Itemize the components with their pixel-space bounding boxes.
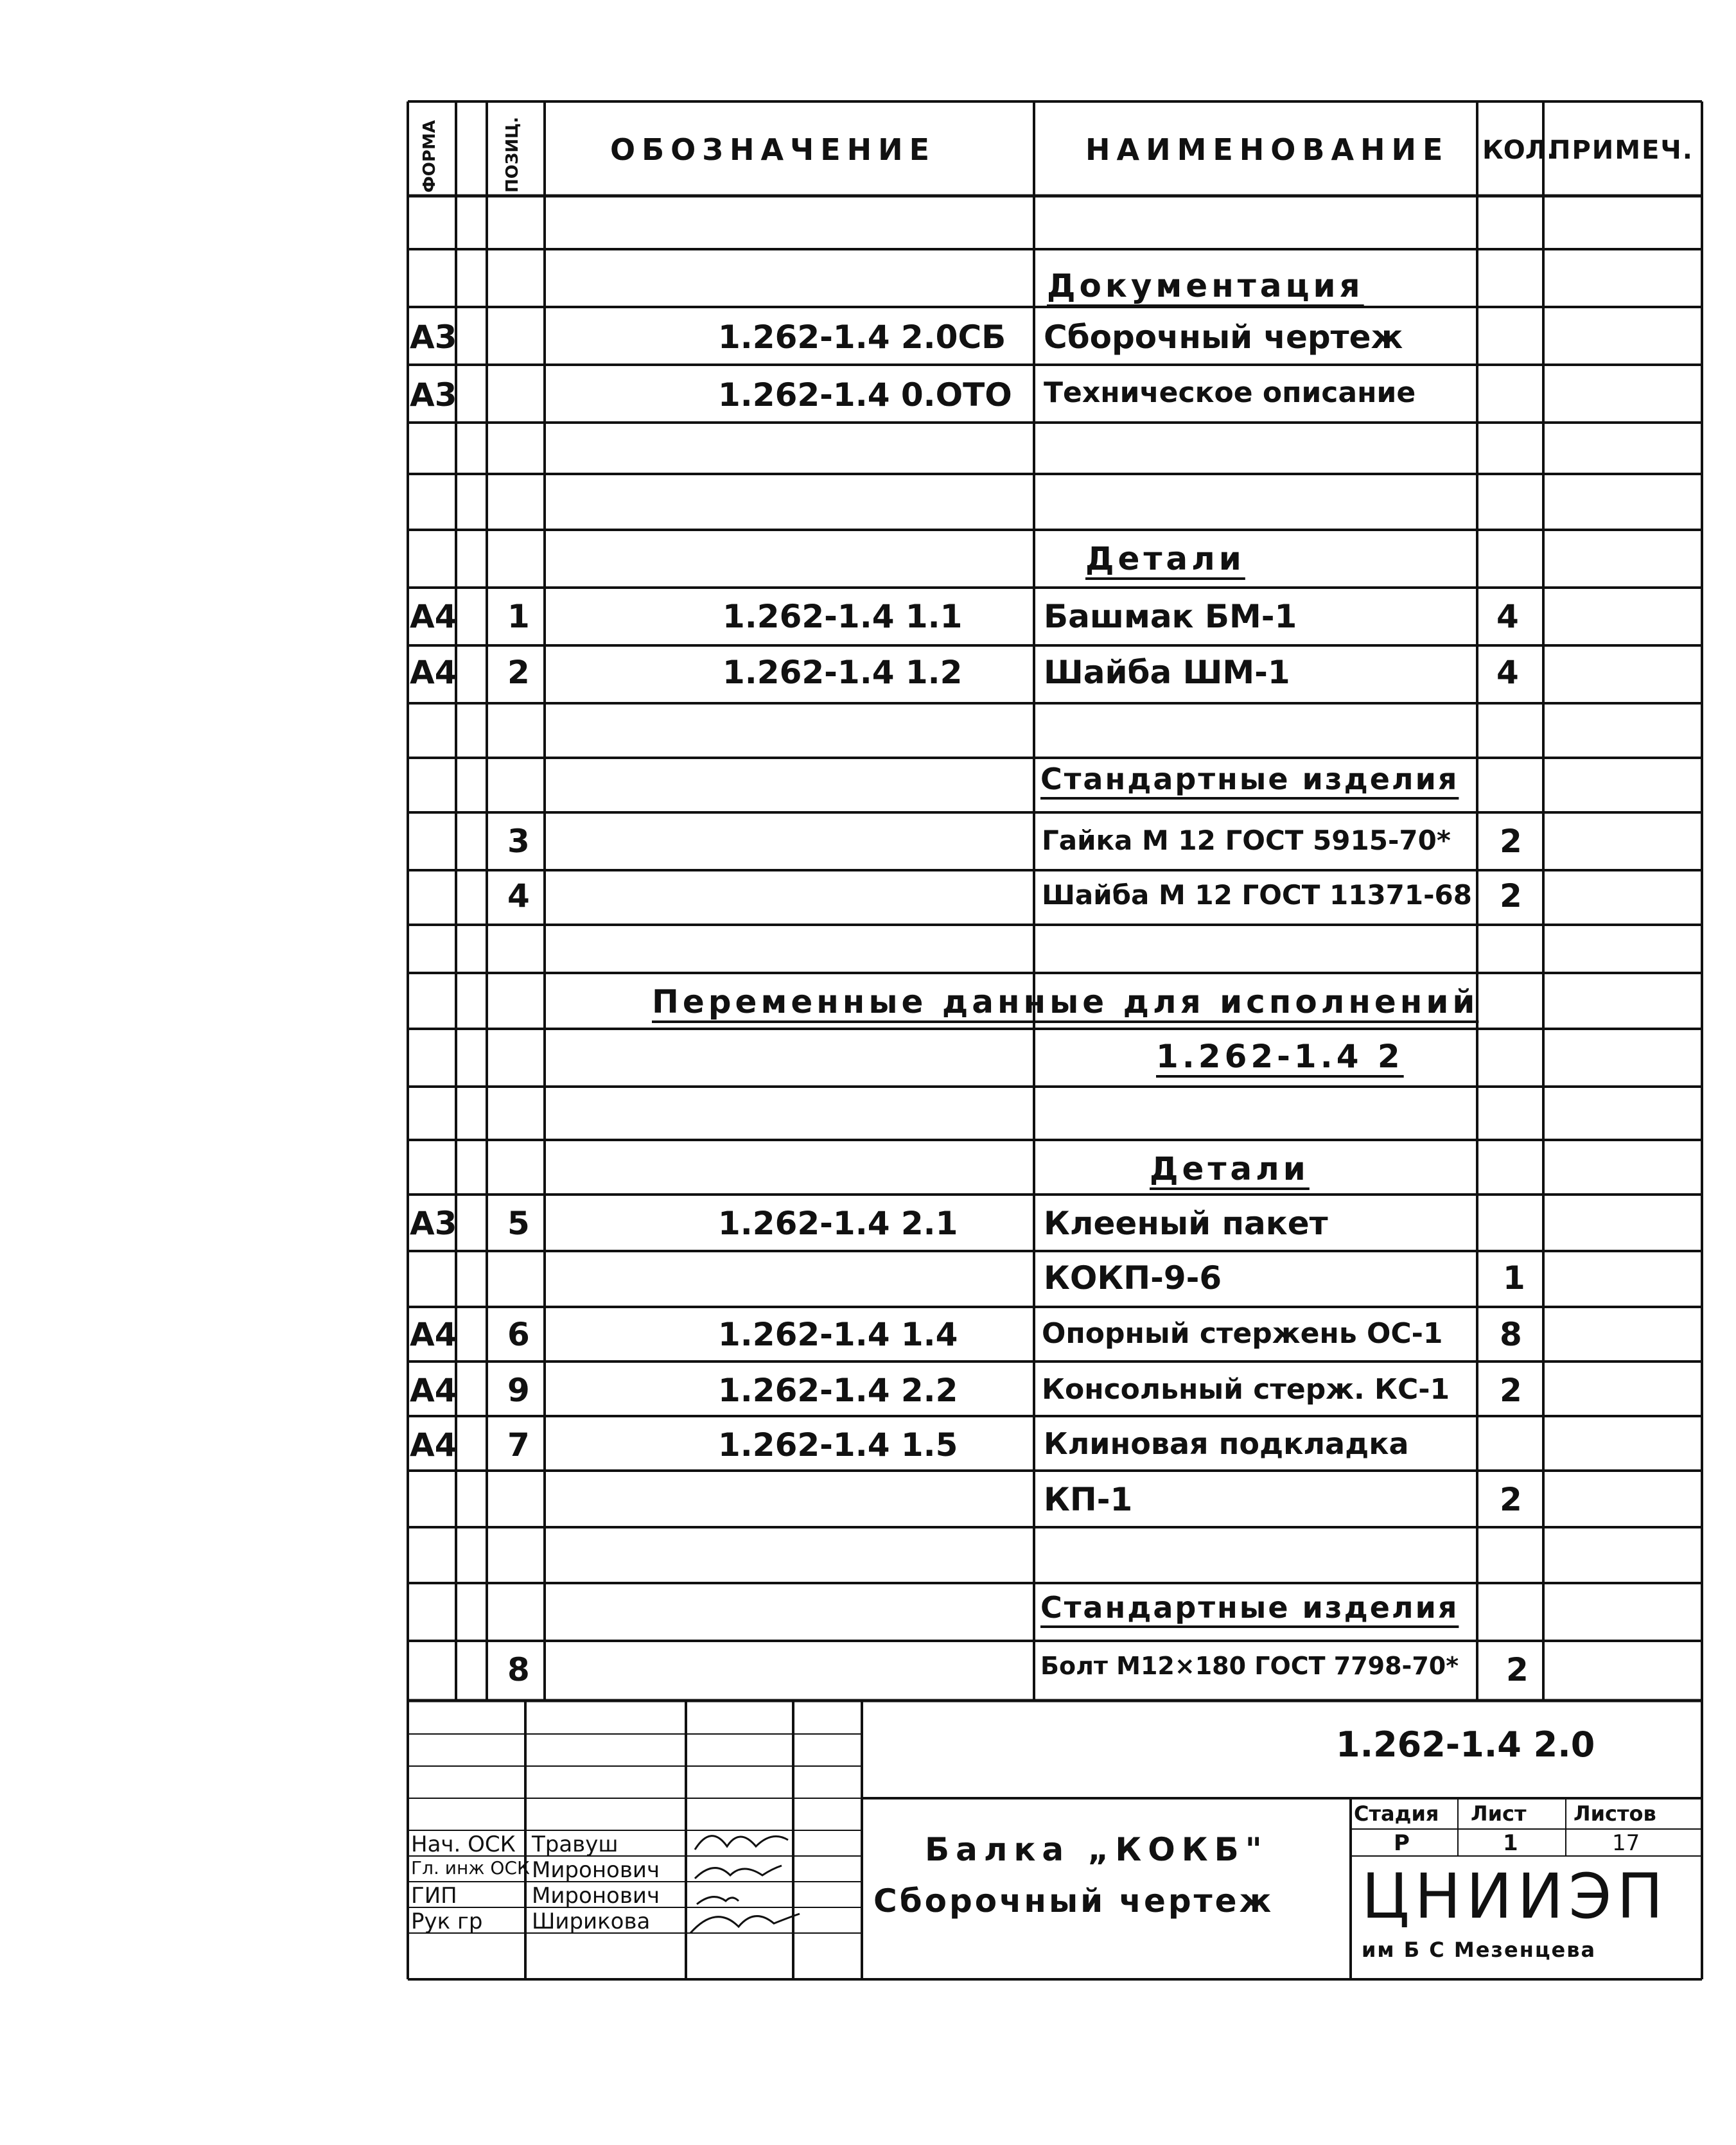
header-designation: ОБОЗНАЧЕНИЕ bbox=[610, 132, 936, 167]
p7-format: А4 bbox=[410, 1426, 457, 1464]
p7-name: Клиновая подкладка bbox=[1044, 1426, 1409, 1461]
p2-name: Шайба ШМ-1 bbox=[1044, 654, 1290, 691]
p1-pos: 1 bbox=[507, 598, 530, 635]
p9-name: Консольный стерж. КС-1 bbox=[1042, 1373, 1450, 1406]
header-qty: КОЛ. bbox=[1482, 136, 1557, 165]
doc1-format: А3 bbox=[410, 319, 457, 356]
header-note: ПРИМЕЧ. bbox=[1549, 136, 1694, 165]
p9-format: А4 bbox=[410, 1372, 457, 1409]
p3-pos: 3 bbox=[507, 823, 530, 860]
p2-designation: 1.262-1.4 1.2 bbox=[723, 654, 963, 691]
section-variant: 1.262-1.4 2 bbox=[1156, 1038, 1404, 1075]
p7-pos: 7 bbox=[507, 1426, 530, 1464]
doc2-designation: 1.262-1.4 0.ОТО bbox=[718, 376, 1012, 414]
section-documentation: Документация bbox=[1047, 267, 1364, 304]
sheets-label: Листов bbox=[1574, 1801, 1656, 1826]
p1-format: А4 bbox=[410, 598, 457, 635]
doc1-name: Сборочный чертеж bbox=[1044, 319, 1403, 356]
role-1: Гл. инж ОСК bbox=[411, 1857, 530, 1878]
doc1-designation: 1.262-1.4 2.0СБ bbox=[718, 319, 1006, 356]
org-subtitle: им Б С Мезенцева bbox=[1362, 1938, 1597, 1962]
p5-qty: 1 bbox=[1503, 1259, 1525, 1297]
role-0-name: Травуш bbox=[532, 1832, 618, 1857]
org-name: ЦНИИЭП bbox=[1362, 1860, 1669, 1932]
p1-name: Башмак БМ-1 bbox=[1044, 598, 1297, 635]
header-name: НАИМЕНОВАНИЕ bbox=[1085, 132, 1450, 167]
p1-designation: 1.262-1.4 1.1 bbox=[723, 598, 963, 635]
p3-name: Гайка М 12 ГОСТ 5915-70* bbox=[1042, 825, 1451, 856]
p6-pos: 6 bbox=[507, 1316, 530, 1353]
stage-label: Стадия bbox=[1354, 1801, 1439, 1826]
section-standard-1: Стандартные изделия bbox=[1040, 762, 1459, 796]
p8-pos: 8 bbox=[507, 1651, 530, 1688]
p6-qty: 8 bbox=[1500, 1316, 1522, 1353]
p3-qty: 2 bbox=[1500, 823, 1522, 860]
title-line2: Сборочный чертеж bbox=[873, 1882, 1274, 1920]
p8-qty: 2 bbox=[1506, 1651, 1529, 1688]
p6-name: Опорный стержень ОС-1 bbox=[1042, 1317, 1443, 1350]
p7-name2: КП-1 bbox=[1044, 1481, 1133, 1518]
p5-format: А3 bbox=[410, 1205, 457, 1242]
header-format: ФОРМА bbox=[420, 120, 439, 193]
stage-value: Р bbox=[1394, 1830, 1410, 1856]
p1-qty: 4 bbox=[1496, 598, 1519, 635]
doc2-format: А3 bbox=[410, 376, 457, 414]
role-3-name: Ширикова bbox=[532, 1909, 651, 1934]
p8-name: Болт М12×180 ГОСТ 7798-70* bbox=[1040, 1652, 1459, 1680]
p2-format: А4 bbox=[410, 654, 457, 691]
p5-name2: КОКП-9-6 bbox=[1044, 1259, 1222, 1297]
p9-designation: 1.262-1.4 2.2 bbox=[718, 1372, 958, 1409]
role-2-name: Миронович bbox=[532, 1883, 660, 1909]
sheet-label: Лист bbox=[1471, 1801, 1527, 1826]
doc-code: 1.262-1.4 2.0 bbox=[1336, 1724, 1595, 1765]
p7-qty: 2 bbox=[1500, 1481, 1522, 1518]
p4-name: Шайба М 12 ГОСТ 11371-68 bbox=[1042, 879, 1472, 911]
section-details-2: Детали bbox=[1150, 1150, 1310, 1187]
p5-pos: 5 bbox=[507, 1205, 530, 1242]
role-1-name: Миронович bbox=[532, 1857, 660, 1883]
doc2-name: Техническое описание bbox=[1044, 376, 1416, 409]
section-standard-2: Стандартные изделия bbox=[1040, 1590, 1459, 1625]
sheets-value: 17 bbox=[1612, 1830, 1640, 1856]
sheet-value: 1 bbox=[1503, 1830, 1518, 1856]
p2-pos: 2 bbox=[507, 654, 530, 691]
role-2: ГИП bbox=[411, 1883, 457, 1909]
p9-qty: 2 bbox=[1500, 1372, 1522, 1409]
p9-pos: 9 bbox=[507, 1372, 530, 1409]
p5-designation: 1.262-1.4 2.1 bbox=[718, 1205, 958, 1242]
section-variable: Переменные данные для исполнений bbox=[652, 983, 1479, 1020]
role-3: Рук гр bbox=[411, 1909, 483, 1934]
p4-qty: 2 bbox=[1500, 877, 1522, 915]
title-line1: Балка „КОКБ" bbox=[925, 1831, 1268, 1868]
section-details-1: Детали bbox=[1085, 540, 1245, 577]
p2-qty: 4 bbox=[1496, 654, 1519, 691]
role-0: Нач. ОСК bbox=[411, 1832, 516, 1857]
p6-designation: 1.262-1.4 1.4 bbox=[718, 1316, 958, 1353]
p4-pos: 4 bbox=[507, 877, 530, 915]
p7-designation: 1.262-1.4 1.5 bbox=[718, 1426, 958, 1464]
header-position: ПОЗИЦ. bbox=[503, 116, 522, 193]
p6-format: А4 bbox=[410, 1316, 457, 1353]
p5-name: Клееный пакет bbox=[1044, 1205, 1328, 1242]
signature-marks bbox=[690, 1836, 800, 1933]
